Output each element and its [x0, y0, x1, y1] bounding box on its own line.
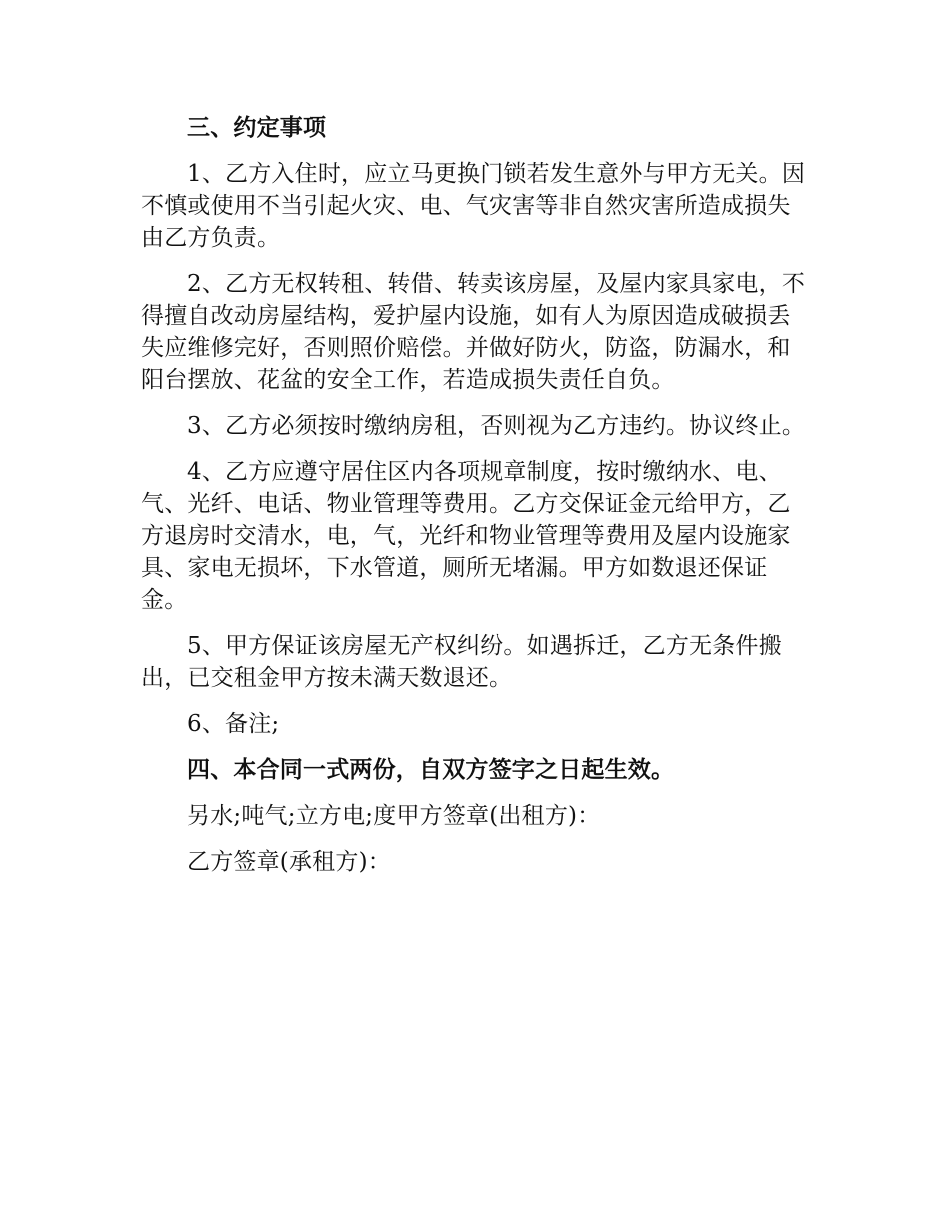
section-heading-effectiveness: 四、本合同一式两份，自双方签字之日起生效。	[187, 757, 675, 783]
tenant-signature: 乙方签章(承租方)：	[187, 849, 391, 875]
clause-5: 5、甲方保证该房屋无产权纠纷。如遇拆迁，乙方无条件搬出，已交租金甲方按未满天数退还。	[141, 633, 782, 691]
document-page	[141, 112, 813, 892]
clause-2: 2、乙方无权转租、转借、转卖该房屋，及屋内家具家电，不得擅自改动房屋结构，爱护屋内设施，如有人为原因造成破损丢失应维修完好，否则照价赔偿。并做好防火，防盗，防漏水，和阳台摆放、花盆的安全工作，若造成损失责任自负。	[141, 271, 806, 393]
clause-6-remarks: 6、备注;	[187, 711, 280, 737]
utilities-and-landlord-signature: 另水;吨气;立方电;度甲方签章(出租方)：	[187, 803, 601, 829]
clause-1: 1、乙方入住时，应立马更换门锁若发生意外与甲方无关。因不慎或使用不当引起火灾、电、气灾害等非自然灾害所造成损失由乙方负责。	[141, 161, 806, 251]
section-heading-agreed-matters: 三、约定事项	[187, 115, 327, 141]
clause-4: 4、乙方应遵守居住区内各项规章制度，按时缴纳水、电、气、光纤、电话、物业管理等费用。乙方交保证金元给甲方，乙方退房时交清水，电，气，光纤和物业管理等费用及屋内设施家具、家电无损坏，下水管道，厕所无堵漏。甲方如数退还保证金。	[141, 459, 791, 613]
clause-3: 3、乙方必须按时缴纳房租，否则视为乙方违约。协议终止。	[187, 413, 806, 439]
